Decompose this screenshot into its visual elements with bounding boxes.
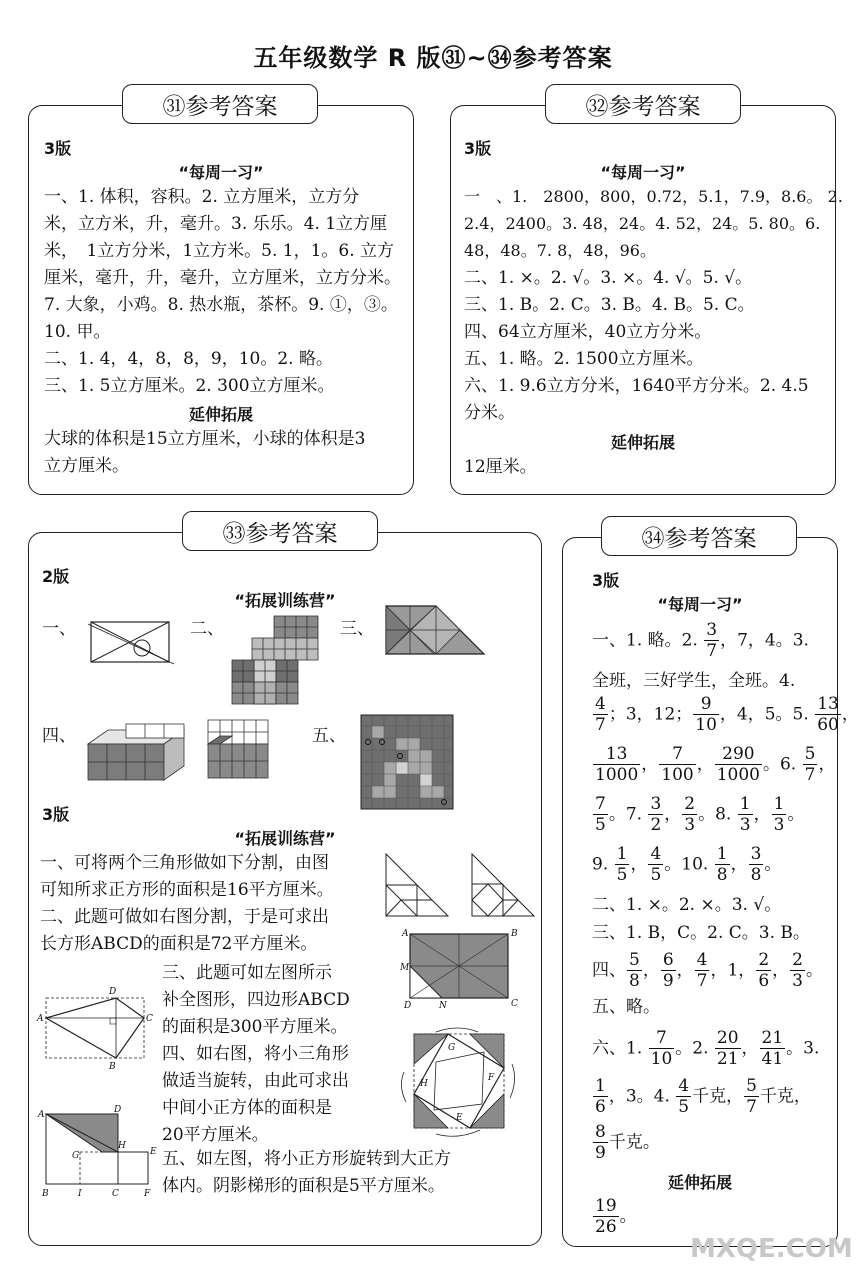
figure-label-2: 二、 bbox=[190, 619, 224, 639]
fraction: $\frac{13}{1000}$ bbox=[595, 744, 639, 785]
panel-31-tab: ㉛参考答案 bbox=[122, 84, 318, 124]
text-line: 米， 1立方分米，1立方米。5. 1，1。6. 立方 bbox=[44, 241, 395, 261]
fraction: $\frac{6}{9}$ bbox=[662, 950, 674, 991]
fraction: $\frac{3}{2}$ bbox=[650, 794, 662, 835]
text-line: 一 、1. 2800，800，0.72，5.1，7.9，8.6。 2. bbox=[464, 187, 843, 206]
text-line: 12厘米。 bbox=[464, 457, 537, 477]
text-line: 二、1. 4，4，8，8，9，10。2. 略。 bbox=[44, 349, 333, 369]
p34-line-10: 五、略。 bbox=[592, 997, 660, 1017]
fig-label: M bbox=[400, 963, 410, 973]
p34-line-1 bbox=[592, 622, 809, 660]
fraction: $\frac{20}{21}$ bbox=[716, 1028, 739, 1069]
figure-cuboid-b bbox=[206, 716, 276, 782]
fraction: $\frac{3}{8}$ bbox=[750, 844, 762, 885]
panel-31-weekly-heading: “每周一习” bbox=[178, 163, 264, 182]
text-line: 五、如左图，将小正方形旋转到大正方 bbox=[162, 1149, 451, 1169]
figure-label-5: 五、 bbox=[312, 726, 346, 746]
fraction: $\frac{8}{9}$ bbox=[595, 1122, 606, 1163]
p34-line-11: 六、1. $\frac{7}{10}$ 。2. $\frac{20}{21}$ ， $\frac{21}{41}$ 。3. bbox=[592, 1028, 820, 1069]
text-line: 四、64立方厘米，40立方分米。 bbox=[464, 322, 712, 342]
fig-label: H bbox=[118, 1141, 126, 1151]
panel-32-edition: 3版 bbox=[464, 139, 492, 158]
fraction: $\frac{4}{5}$ bbox=[650, 844, 662, 885]
panel-33-edition-2: 2版 bbox=[42, 567, 70, 586]
figure-rectangle-circle bbox=[88, 618, 174, 666]
text-line: 10. 甲。 bbox=[44, 322, 111, 342]
text-line: 2.4，2400。3. 48，24。4. 52，24。5. 80。6. bbox=[464, 214, 821, 233]
text-line: 长方形ABCD的面积是72平方厘米。 bbox=[40, 934, 318, 954]
panel-34-weekly-heading: “每周一习” bbox=[657, 595, 743, 614]
fig-label: E bbox=[150, 1147, 157, 1157]
p34-line-8: 三、1. B，C。2. C。3. B。 bbox=[592, 923, 810, 943]
p34-line-5: $\frac{7}{5}$ 。7. $\frac{3}{2}$ ， $\frac{2}{3}$ 。8. $\frac{1}{3}$ ， $\frac{1}{3}$ 。 bbox=[595, 794, 805, 835]
text-line: 体内。阴影梯形的面积是5平方厘米。 bbox=[162, 1176, 445, 1196]
figure-label-1: 一、 bbox=[42, 619, 76, 639]
figure-rectangle-abcd bbox=[398, 926, 522, 1012]
fig-label: G bbox=[72, 1151, 80, 1161]
text-line: 可知所求正方形的面积是16平方厘米。 bbox=[40, 880, 334, 900]
panel-33-camp-heading: “拓展训练营” bbox=[234, 591, 336, 610]
text-line: 三、此题可如左图所示 bbox=[162, 963, 332, 983]
fig-label: F bbox=[144, 1189, 151, 1199]
fraction: $\frac{1}{6}$ bbox=[595, 1076, 606, 1117]
panel-33-tab: ㉝参考答案 bbox=[182, 511, 378, 551]
fraction: $\frac{290}{1000}$ bbox=[716, 744, 760, 785]
page-title: 五年级数学 R 版㉛~㉞参考答案 bbox=[253, 44, 613, 72]
fraction: $\frac{7}{10}$ bbox=[650, 1028, 673, 1069]
text-line: 一、可将两个三角形做如下分割，由图 bbox=[40, 853, 329, 873]
text-line: 厘米，毫升，升，毫升，立方厘米，立方分米。 bbox=[44, 268, 401, 288]
text-line: 7. 大象，小鸡。8. 热水瓶，茶杯。9. ①，③。 bbox=[44, 295, 398, 315]
p34-line-13: $\frac{8}{9}$ 千克。 bbox=[595, 1122, 660, 1163]
fig-label: B bbox=[109, 1062, 116, 1072]
figure-cube-net bbox=[230, 614, 324, 708]
p34-line-4: $\frac{13}{1000}$ ， $\frac{7}{100}$ ， $\frac{290}{1000}$ 。6. $\frac{5}{7}$ ， bbox=[595, 744, 836, 785]
panel-31-edition: 3版 bbox=[44, 139, 72, 158]
figure-kite-abcd bbox=[36, 982, 154, 1072]
fig-label: A bbox=[402, 929, 409, 939]
fig-label: D bbox=[109, 987, 117, 997]
fig-label: C bbox=[146, 1014, 153, 1024]
fraction: $\frac{19}{26}$ bbox=[595, 1196, 617, 1237]
text-line: 大球的体积是15立方厘米，小球的体积是3 bbox=[44, 429, 366, 449]
p34-line-6: 9. $\frac{1}{5}$ ， $\frac{4}{5}$ 。10. $\frac{1}{8}$ ， $\frac{3}{8}$ 。 bbox=[592, 844, 782, 885]
watermark: MXQE.COM bbox=[690, 1234, 853, 1264]
text-line: 中间小正方体的面积是 bbox=[162, 1098, 332, 1118]
fraction: $\frac{2}{3}$ bbox=[684, 794, 696, 835]
panel-32-weekly-heading: “每周一习” bbox=[600, 163, 686, 182]
text-line: 一、1. 体积，容积。2. 立方厘米，立方分 bbox=[44, 187, 360, 207]
panel-31-extension-heading: 延伸拓展 bbox=[188, 405, 253, 424]
fraction: $\frac{7}{5}$ bbox=[595, 794, 606, 835]
figure-shaded-trapezoid bbox=[384, 604, 488, 658]
p34-line-12: $\frac{1}{6}$ ，3。4. $\frac{4}{5}$ 千克， $\frac{5}{7}$ 千克， bbox=[595, 1076, 811, 1117]
figure-label-4: 四、 bbox=[42, 726, 76, 746]
fig-label: A bbox=[37, 1014, 44, 1024]
text-line: 的面积是300平方厘米。 bbox=[162, 1017, 348, 1037]
fraction: $\frac{2}{3}$ bbox=[792, 950, 803, 991]
fraction: $\frac{5}{8}$ bbox=[629, 950, 640, 991]
figure-rotated-square bbox=[396, 1024, 520, 1138]
fig-label: E bbox=[456, 1113, 463, 1123]
fig-label: F bbox=[488, 1073, 495, 1083]
fig-label: H bbox=[420, 1079, 428, 1089]
fraction: $\frac{13}{60}$ bbox=[817, 694, 839, 735]
fraction: $\frac{4}{7}$ bbox=[696, 950, 708, 991]
text-line: 四、如右图，将小三角形 bbox=[162, 1044, 349, 1064]
fig-label: D bbox=[114, 1105, 122, 1115]
fig-label: C bbox=[112, 1189, 119, 1199]
fraction: $\frac{1}{3}$ bbox=[773, 794, 785, 835]
fig-label: D bbox=[404, 1001, 412, 1011]
fig-label: B bbox=[511, 929, 518, 939]
fraction: $\frac{1}{3}$ bbox=[739, 794, 751, 835]
text-line: 20平方厘米。 bbox=[162, 1125, 269, 1145]
fig-label: B bbox=[42, 1189, 49, 1199]
fraction: $\frac{5}{7}$ bbox=[804, 744, 816, 785]
fraction: $\frac{1}{5}$ bbox=[616, 844, 628, 885]
panel-33-camp-heading-2: “拓展训练营” bbox=[234, 829, 336, 848]
fig-label: G bbox=[448, 1043, 456, 1053]
panel-34-edition: 3版 bbox=[592, 571, 620, 590]
p34-line-2: 全班，三好学生，全班。4. bbox=[592, 671, 796, 691]
panel-32-extension-heading: 延伸拓展 bbox=[610, 433, 675, 452]
p34-line-7: 二、1. ×。2. ×。3. √。 bbox=[592, 895, 782, 915]
figure-triangle-split-b bbox=[468, 852, 538, 918]
text-line: 二、1. ×。2. √。3. ×。4. √。5. √。 bbox=[464, 268, 753, 288]
panel-32-tab: ㉜参考答案 bbox=[545, 84, 741, 124]
text-line: 五、1. 略。2. 1500立方厘米。 bbox=[464, 349, 704, 369]
fraction: $\frac{1}{8}$ bbox=[716, 844, 728, 885]
text-line: 做适当旋转，由此可求出 bbox=[162, 1071, 349, 1091]
fig-label: I bbox=[78, 1189, 82, 1199]
figure-trapezoid-shaded bbox=[36, 1104, 158, 1200]
fraction: $\frac{5}{7}$ bbox=[746, 1076, 757, 1117]
text: ，7，4。3. bbox=[720, 630, 809, 651]
figure-label-3: 三、 bbox=[340, 619, 374, 639]
fraction: $\frac{4}{7}$ bbox=[595, 694, 606, 735]
text-line: 48，48。7. 8，48，96。 bbox=[464, 241, 656, 260]
text-line: 立方厘米。 bbox=[44, 456, 129, 476]
fraction: $\frac{9}{10}$ bbox=[695, 694, 717, 735]
text-line: 六、1. 9.6立方分米，1640平方分米。2. 4.5 bbox=[464, 376, 809, 396]
fig-label: A bbox=[38, 1110, 45, 1120]
figure-shaded-grid bbox=[360, 714, 454, 810]
fraction: $\frac{2}{6}$ bbox=[758, 950, 770, 991]
text-line: 米，立方米，升，毫升。3. 乐乐。4. 1立方厘 bbox=[44, 214, 388, 234]
figure-triangle-split-a bbox=[384, 852, 450, 918]
fraction: $\frac{4}{5}$ bbox=[678, 1076, 690, 1117]
panel-34-tab: ㉞参考答案 bbox=[601, 516, 797, 556]
p34-line-9: 四、 $\frac{5}{8}$ ， $\frac{6}{9}$ ， $\frac{4}{7}$ ，1， $\frac{2}{6}$ ， $\frac{2}{3}$ 。 bbox=[592, 950, 823, 991]
fig-label: C bbox=[511, 999, 518, 1009]
text-line: 三、1. 5立方厘米。2. 300立方厘米。 bbox=[44, 376, 335, 396]
p34-extension-answer: $\frac{19}{26}$ 。 bbox=[595, 1196, 637, 1237]
p34-line-3: $\frac{4}{7}$ ；3，12； $\frac{9}{10}$ ，4，5。5. $\frac{13}{60}$ ， bbox=[595, 694, 859, 735]
text-line: 分米。 bbox=[464, 403, 515, 423]
fig-label: N bbox=[439, 1001, 447, 1011]
text-line: 补全图形，四边形ABCD bbox=[162, 990, 350, 1010]
fraction: $\frac{3}{7}$ bbox=[706, 620, 718, 661]
figure-cuboid-a bbox=[86, 716, 190, 782]
fraction: $\frac{21}{41}$ bbox=[761, 1028, 784, 1069]
text-line: 三、1. B。2. C。3. B。4. B。5. C。 bbox=[464, 295, 755, 315]
text-line: 二、此题可做如右图分割，于是可求出 bbox=[40, 907, 329, 927]
text: 一、1. 略。2. bbox=[592, 630, 704, 651]
panel-33-edition-3: 3版 bbox=[42, 805, 70, 824]
fraction: $\frac{7}{100}$ bbox=[661, 744, 694, 785]
panel-34-extension-heading: 延伸拓展 bbox=[667, 1173, 732, 1192]
